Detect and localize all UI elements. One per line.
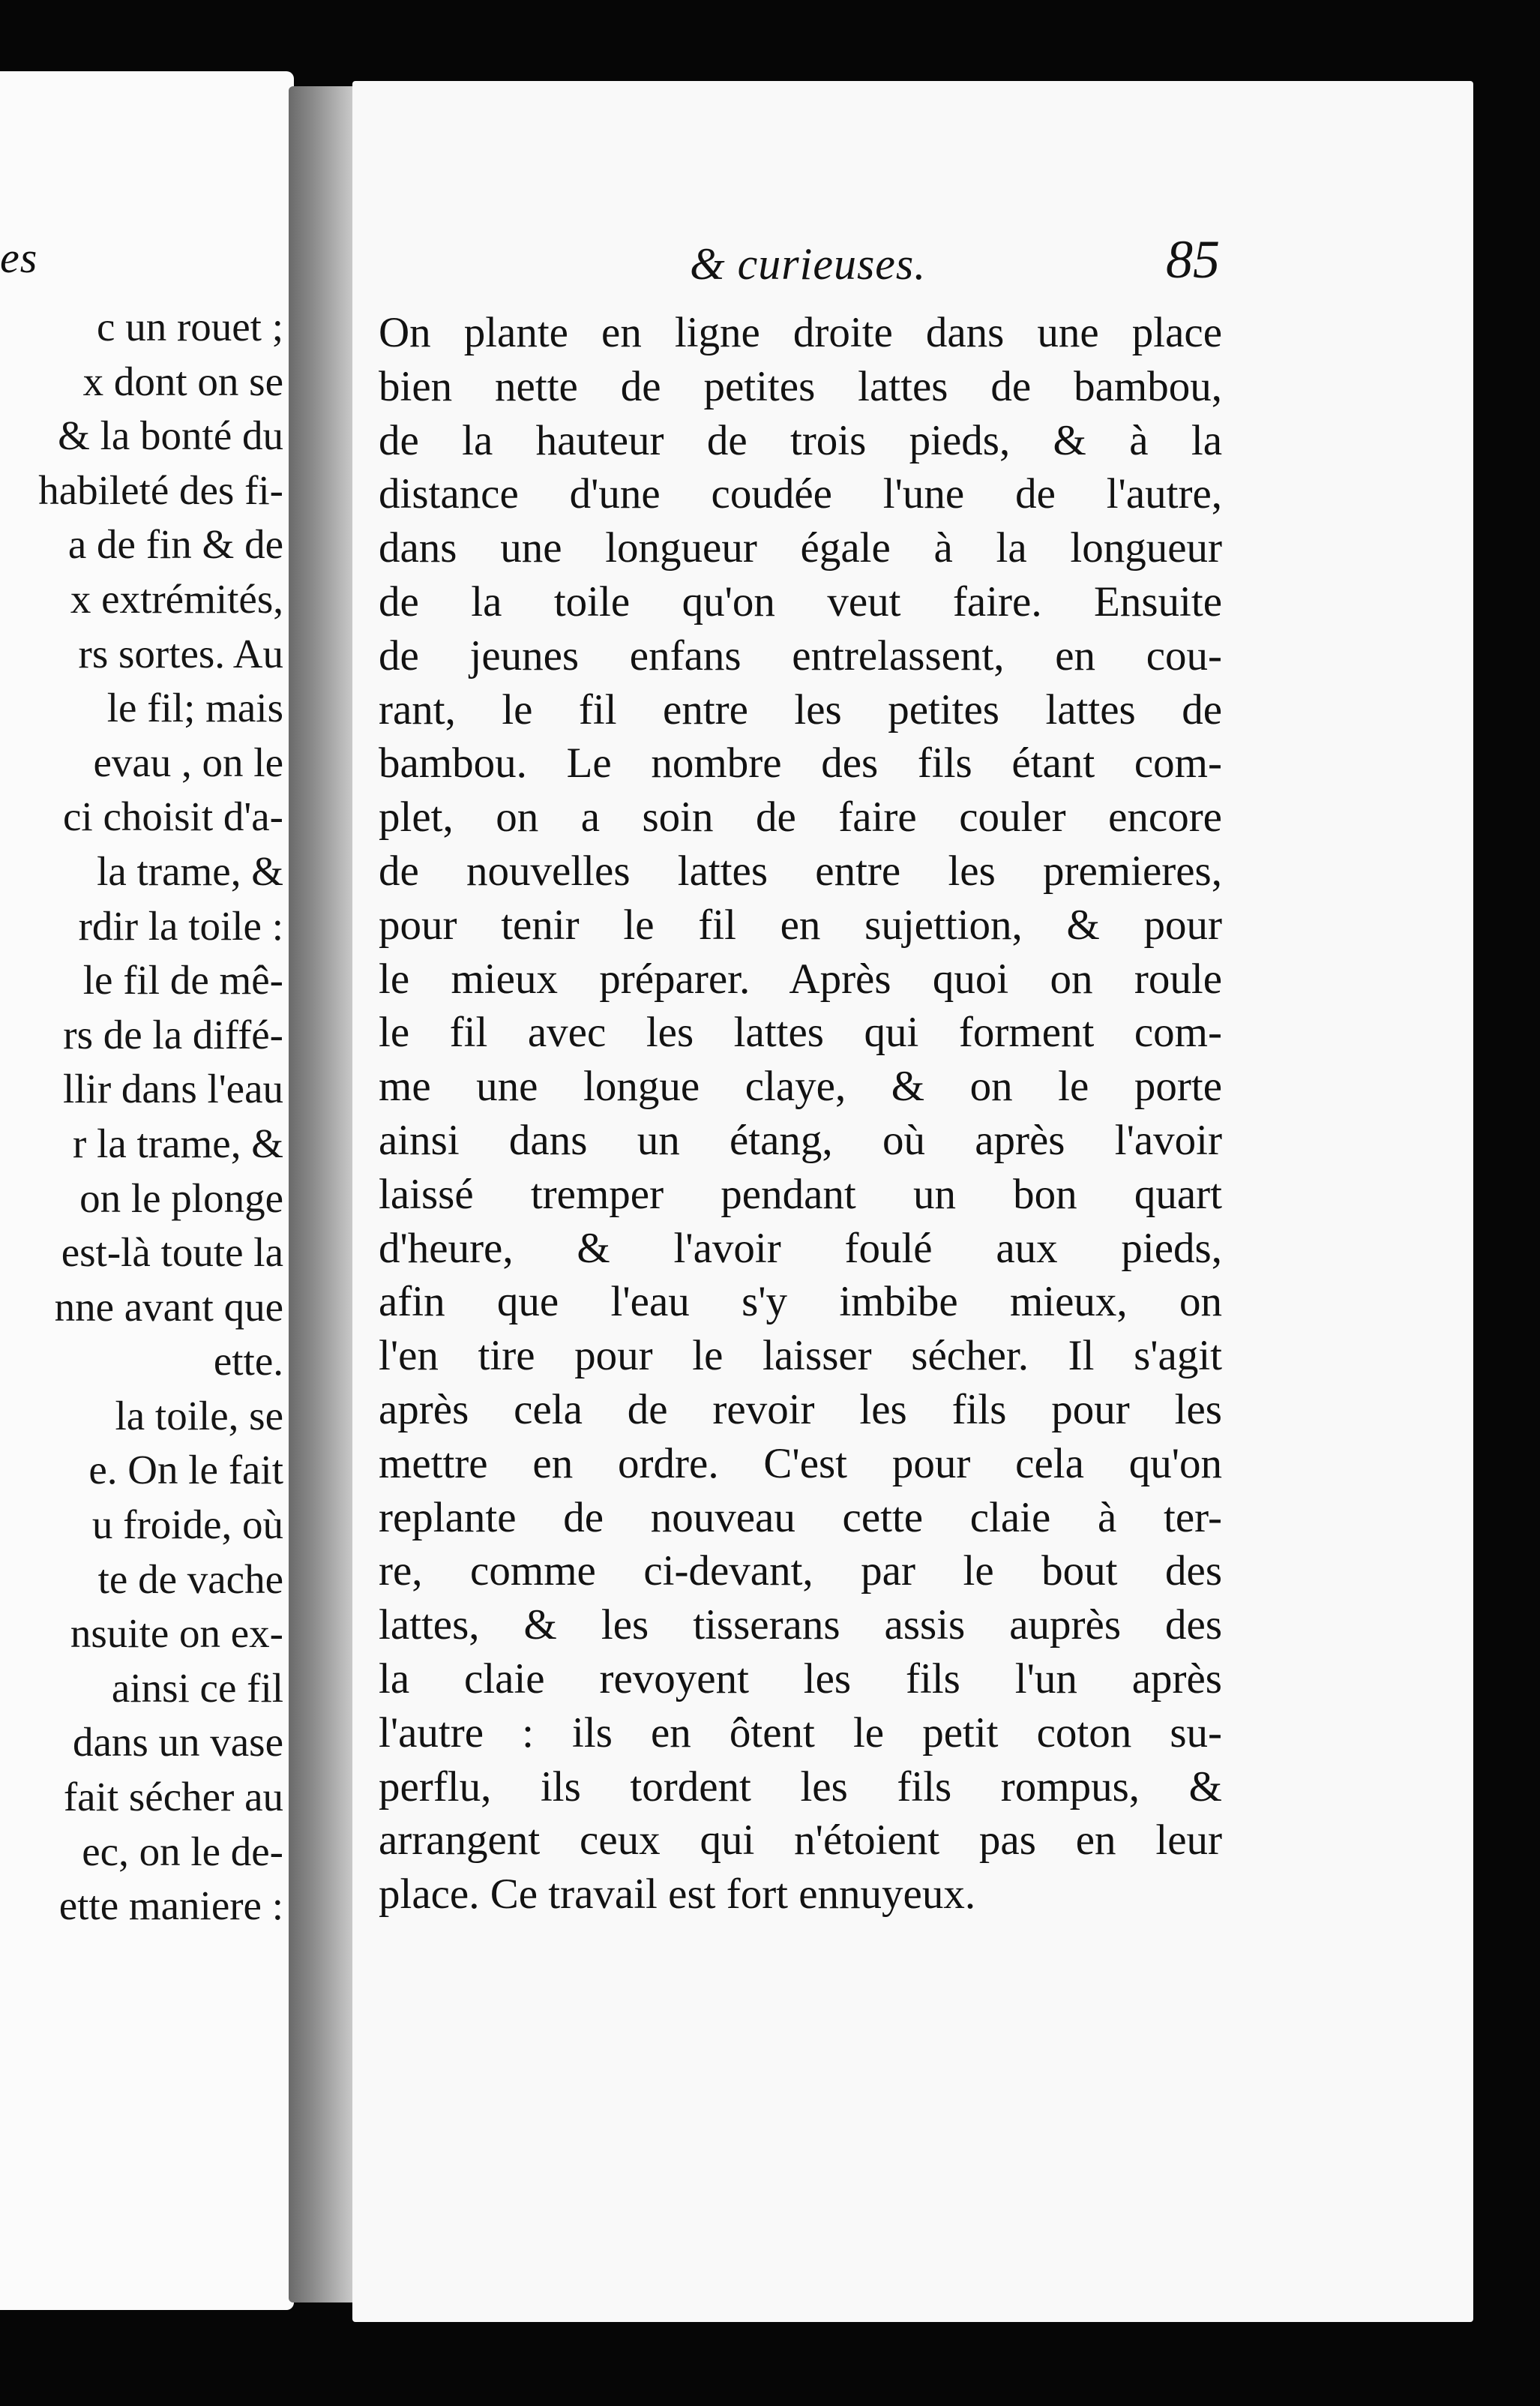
left-text-line: rs sortes. Au — [78, 630, 283, 676]
body-text-line: de la toile qu'on veut faire. Ensuite — [379, 578, 1222, 626]
body-text-line: d'heure, & l'avoir foulé aux pieds, — [379, 1224, 1222, 1272]
body-text-line: l'autre : ils en ôtent le petit coton su- — [379, 1708, 1222, 1756]
body-text-line: après cela de revoir les fils pour les — [379, 1385, 1222, 1433]
left-text-line: x dont on se — [82, 358, 283, 404]
left-text-line: x extrémités, — [70, 575, 283, 622]
body-text-line: replante de nouveau cette claie à ter- — [379, 1493, 1222, 1541]
body-text-line: pour tenir le fil en sujettion, & pour — [379, 901, 1222, 949]
body-text-line: lattes, & les tisserans assis auprès des — [379, 1601, 1222, 1649]
left-running-head: es — [0, 233, 38, 282]
left-text-line: ette. — [213, 1338, 283, 1384]
body-text-line: la claie revoyent les fils l'un après — [379, 1654, 1222, 1702]
body-text-line: perflu, ils tordent les fils rompus, & — [379, 1762, 1222, 1810]
left-text-line: dans un vase — [72, 1719, 283, 1766]
left-text-line: & la bonté du — [58, 412, 283, 459]
running-head: & curieuses. — [690, 239, 927, 289]
left-text-line: rs de la diffé- — [63, 1011, 283, 1058]
body-text-line: l'en tire pour le laisser sécher. Il s'agit — [379, 1332, 1222, 1380]
left-text-line: on le plonge — [79, 1174, 283, 1221]
body-text-line: arrangent ceux qui n'étoient pas en leur — [379, 1816, 1222, 1864]
body-text-line: dans une longueur égale à la longueur — [379, 524, 1222, 572]
left-text-line: u froide, où — [91, 1502, 283, 1548]
body-text-line: le mieux préparer. Après quoi on roule — [379, 955, 1222, 1003]
page-number: 85 — [1166, 230, 1220, 290]
body-text-line: de jeunes enfans entrelassent, en cou- — [379, 632, 1222, 680]
body-text-line: ainsi dans un étang, où après l'avoir — [379, 1116, 1222, 1164]
body-text-line: rant, le fil entre les petites lattes de — [379, 686, 1222, 734]
body-text-line: de la hauteur de trois pieds, & à la — [379, 416, 1222, 464]
body-text-line: me une longue claye, & on le porte — [379, 1063, 1222, 1111]
body-text-line: distance d'une coudée l'une de l'autre, — [379, 470, 1222, 518]
left-text-line: c un rouet ; — [97, 304, 283, 350]
left-text-line: habileté des fi- — [38, 466, 283, 513]
left-text-line: llir dans l'eau — [63, 1066, 283, 1112]
body-text-line: afin que l'eau s'y imbibe mieux, on — [379, 1278, 1222, 1326]
left-text-line: est-là toute la — [61, 1229, 283, 1276]
body-text-line: bambou. Le nombre des fils étant com- — [379, 740, 1222, 788]
left-text-line: le fil; mais — [106, 685, 283, 731]
left-text-line: le fil de mê- — [82, 957, 283, 1004]
left-text-line: nne avant que — [54, 1283, 283, 1330]
body-text-line: mettre en ordre. C'est pour cela qu'on — [379, 1439, 1222, 1487]
body-text-line: le fil avec les lattes qui forment com- — [379, 1009, 1222, 1057]
body-text — [379, 306, 1222, 1922]
left-page — [0, 71, 294, 2310]
left-text-line: nsuite on ex- — [70, 1610, 283, 1657]
left-text-line: rdir la toile : — [78, 902, 283, 949]
left-text-line: te de vache — [97, 1556, 283, 1602]
left-text-line: la trame, & — [97, 848, 283, 894]
left-text-line: ette maniere : — [58, 1882, 283, 1929]
left-text-line: la toile, se — [115, 1392, 283, 1438]
body-text-line: de nouvelles lattes entre les premieres, — [379, 847, 1222, 895]
body-text-line: re, comme ci-devant, par le bout des — [379, 1547, 1222, 1595]
left-text-line: ainsi ce fil — [111, 1664, 283, 1711]
body-text-line: place. Ce travail est fort ennuyeux. — [379, 1870, 976, 1918]
left-text-line: a de fin & de — [67, 521, 283, 568]
left-text-line: ec, on le de- — [82, 1828, 283, 1874]
body-text-line: On plante en ligne droite dans une place — [379, 309, 1222, 356]
body-text-line: laissé tremper pendant un bon quart — [379, 1170, 1222, 1218]
body-text-line: plet, on a soin de faire couler encore — [379, 794, 1222, 842]
left-text-line: ci choisit d'a- — [63, 794, 283, 840]
left-page-text — [0, 300, 283, 1934]
left-text-line: e. On le fait — [88, 1447, 283, 1493]
left-text-line: r la trame, & — [73, 1120, 283, 1166]
left-text-line: evau , on le — [93, 739, 283, 785]
left-text-line: fait sécher au — [63, 1774, 283, 1820]
body-text-line: bien nette de petites lattes de bambou, — [379, 362, 1222, 410]
